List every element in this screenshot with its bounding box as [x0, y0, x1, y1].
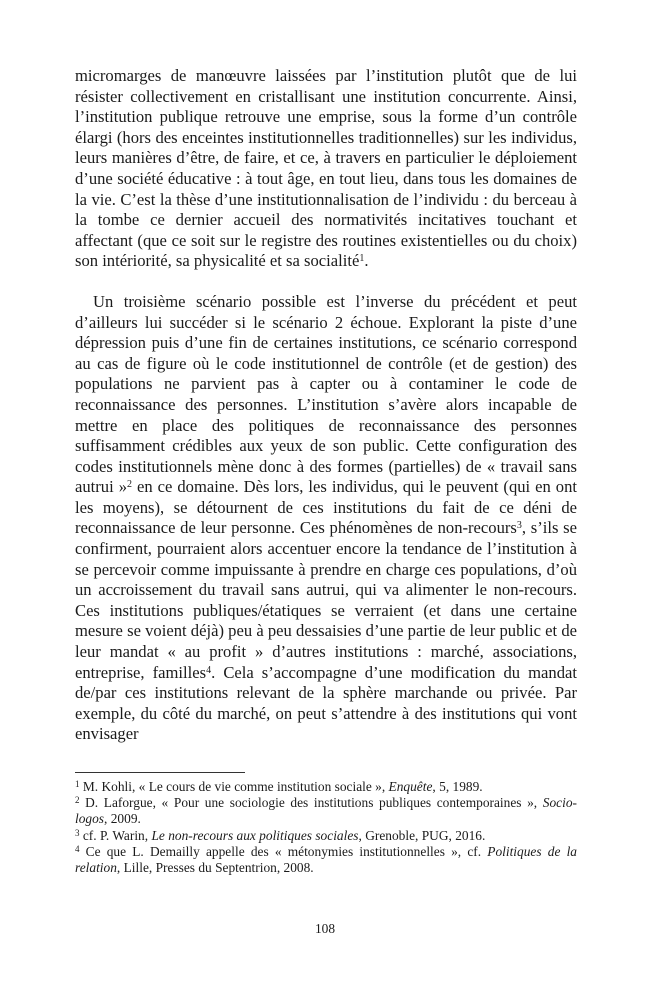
footnote-4: $^4$ Ce que L. Demailly appelle des « métonymies institutionnelles », cf. Politiques de la relation, Lille, Presses du Septentrion, 2008. — [75, 843, 577, 876]
main-text — [75, 66, 577, 745]
paragraph-1: micromarges de manœuvre laissées par l’institution plutôt que de lui résister collectivement en cristallisant une institution concurrente. Ainsi, l’institution publique retrouve une emprise, sous la forme d’un contrôle élargi (hors des enceintes institutionnelles traditionnelles) sur les individus, leurs manières d’être, de faire, et ce, à travers en particulier le déploiement d’une société éducative : à tout âge, en tout lieu, dans tous les domaines de la vie. C’est la thèse d’une institutionnalisation de l’individu : du berceau à la tombe ce dernier accueil des normativités incitatives touchant et affectant (que ce soit sur le registre des routines existentielles ou du choix) son intériorité, sa physicalité et sa socialité$^1$. — [75, 66, 577, 271]
footnotes — [75, 779, 577, 876]
paragraph-2: Un troisième scénario possible est l’inverse du précédent et peut d’ailleurs lui succéder si le scénario 2 échoue. Explorant la piste d’une dépression puis d’une fin de certaines institutions, ce scénario correspond au cas de figure où le code institutionnel de contrôle (et de gestion) des populations ne parvient pas à capter ou à contaminer le code de reconnaissance des personnes. L’institution s’avère alors incapable de mettre en place des politiques de reconnaissance des personnes suffisamment crédibles aux yeux de son public. Cette configuration des codes institutionnels mène donc à des formes (partielles) de « travail sans autrui »$^2$ en ce domaine. Dès lors, les individus, qui le peuvent (qui en ont les moyens), se détournent de ces institutions du fait de ce déni de reconnaissance de leur personne. Ces phénomènes de non-recours$^3$, s’ils se confirment, pourraient alors accentuer encore la tendance de l’institution à se percevoir comme impuissante à prendre en charge ces populations, d’où un accroissement du travail sans autrui, qui va alimenter le non-recours. Ces institutions publiques/étatiques se verraient (et dans une certaine mesure se voient déjà) peu à peu dessaisies d’une partie de leur public et de leur mandat « au profit » d’autres institutions : marché, associations, entreprise, familles$^4$. Cela s’accompagne d’une modification du mandat de/par ces institutions relevant de la sphère marchande ou privée. Par exemple, du côté du marché, on peut s’attendre à des institutions qui vont envisager — [75, 291, 577, 744]
footnote-2: $^2$ D. Laforgue, « Pour une sociologie des institutions publiques contemporaines », Socio-logos, 2009. — [75, 795, 577, 827]
footnote-1: $^1$ M. Kohli, « Le cours de vie comme institution sociale », Enquête, 5, 1989. — [75, 779, 483, 794]
footnote-ref-1: 1 — [359, 253, 365, 265]
page-number: 108 — [314, 921, 336, 936]
footnote-ref-4: 4 — [206, 664, 212, 676]
footnote-ref-3: 3 — [516, 520, 522, 532]
footnote-3: $^3$ cf. P. Warin, Le non-recours aux politiques sociales, Grenoble, PUG, 2016. — [75, 827, 486, 843]
footnote-ref-2: 2 — [127, 479, 132, 491]
footnote-separator — [75, 772, 245, 773]
